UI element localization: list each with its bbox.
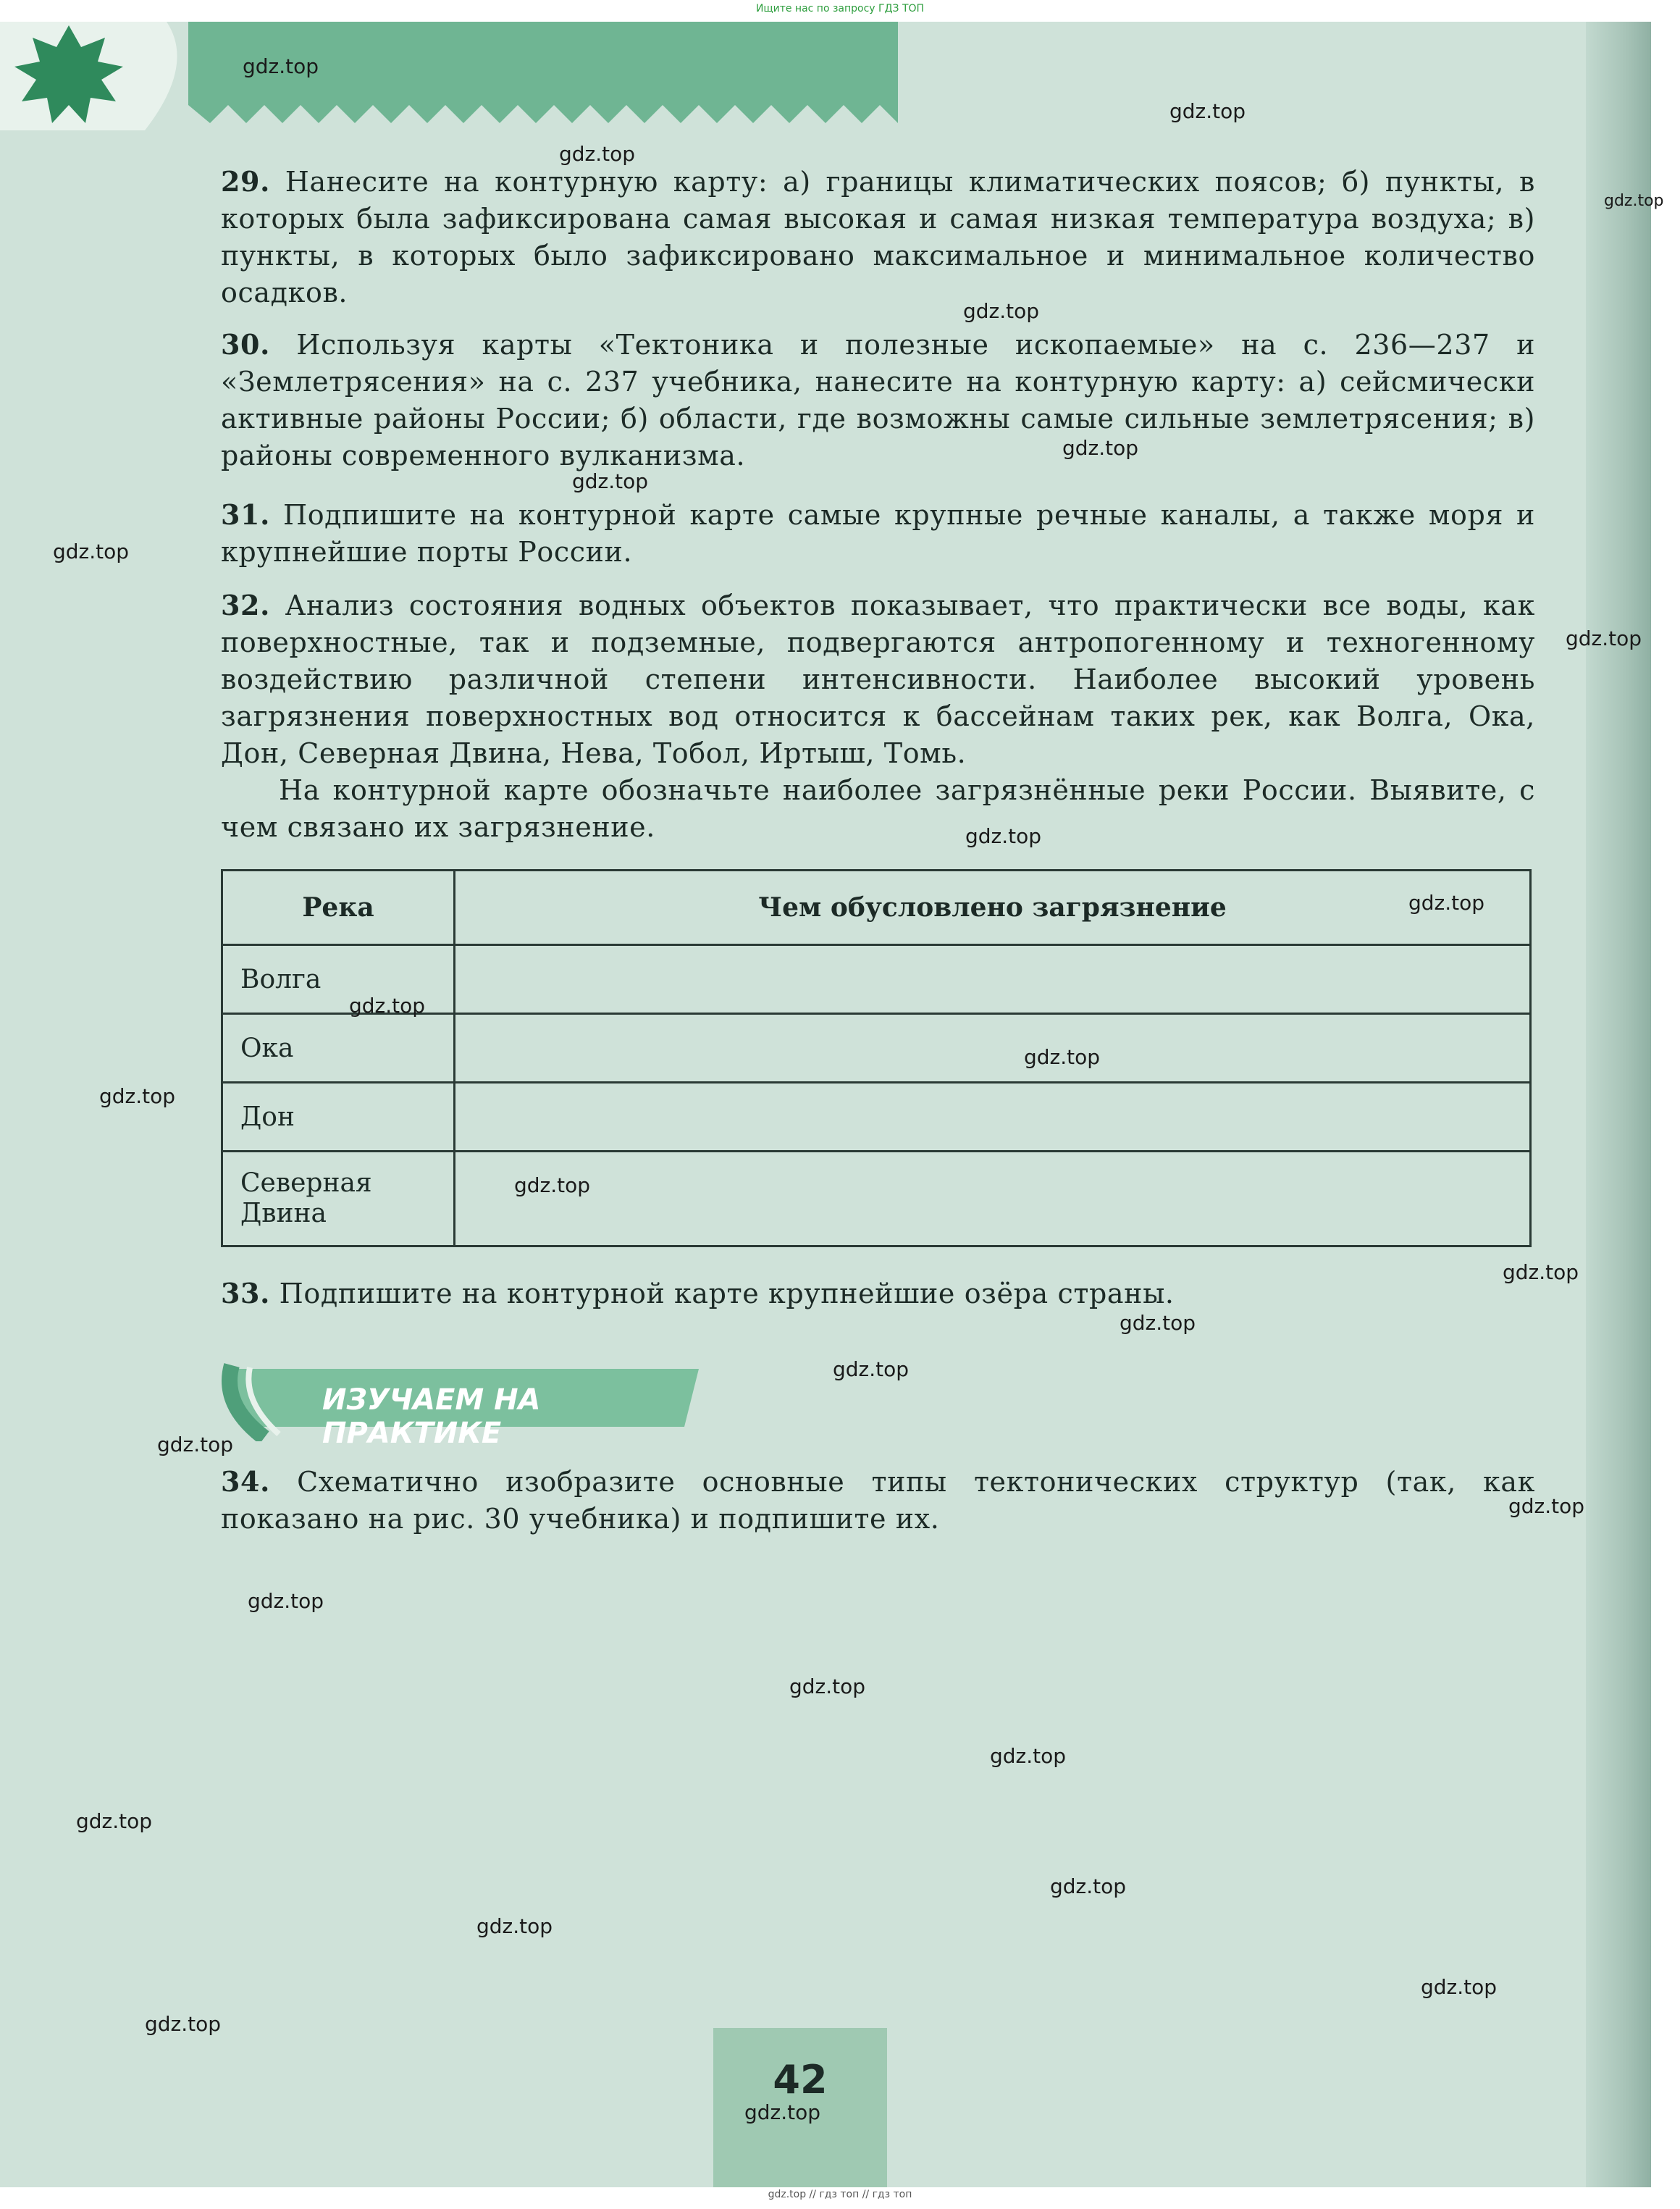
column-header-cause: Чем обусловлено загрязнение	[455, 871, 1531, 945]
table-header-row	[222, 871, 1531, 945]
watermark: gdz.top	[1566, 626, 1642, 650]
exercise-text: Нанесите на контурную карту: а) границы климатических поясов; б) пункты, в которых была зафиксирована самая высокая и самая низкая температура воздуха; в) пункты, в которых было зафиксировано максимальное и минимальное количество осадков.	[221, 166, 1535, 309]
exercise-number: 33.	[221, 1277, 270, 1309]
exercise-number: 34.	[221, 1465, 270, 1498]
exercise-text: Подпишите на контурной карте самые крупные речные каналы, а также моря и крупнейшие порты России.	[221, 499, 1535, 568]
watermark: gdz.top	[990, 1744, 1067, 1768]
watermark: gdz.top	[1120, 1311, 1196, 1335]
cause-cell[interactable]	[455, 1083, 1531, 1152]
watermark: gdz.top	[789, 1674, 866, 1698]
watermark: gdz.top	[559, 142, 636, 166]
exercise-text: Схематично изобразите основные типы тектонических структур (так, как показано на рис. 30 учебника) и подпишите их.	[221, 1466, 1535, 1535]
watermark: gdz.top	[76, 1809, 153, 1833]
column-header-river: Река	[222, 871, 455, 945]
exercise-31	[221, 496, 1535, 571]
top-note: Ищите нас по запросу ГДЗ ТОП	[755, 3, 925, 14]
watermark: gdz.top	[1062, 436, 1139, 460]
cause-cell[interactable]	[455, 1152, 1531, 1246]
river-name: Дон	[222, 1083, 455, 1152]
watermark: gdz.top	[1408, 891, 1485, 915]
exercise-number: 31.	[221, 498, 270, 531]
watermark: gdz.top	[965, 824, 1042, 848]
exercise-number: 30.	[221, 328, 270, 361]
watermark: gdz.top	[1421, 1975, 1498, 1999]
table-row	[222, 1152, 1531, 1246]
cause-cell[interactable]	[455, 945, 1531, 1014]
watermark: gdz.top	[243, 54, 319, 78]
exercise-text: Анализ состояния водных объектов показывает, что практически все воды, как поверхностные, так и подземные, подвергаются антропогенному и техногенному воздействию различной степени интенсивности. Наиболее высокий уровень загрязнения поверхностных вод относится к бассейнам таких рек, как Волга, Ока, Дон, Северная Двина, Нева, Тобол, Иртыш, Томь.	[221, 590, 1535, 769]
watermark: gdz.top	[1508, 1494, 1585, 1518]
watermark: gdz.top	[1024, 1045, 1101, 1069]
practice-label: ИЗУЧАЕМ НА ПРАКТИКЕ	[322, 1383, 541, 1450]
bottom-note: gdz.top // гдз топ // гдз топ	[768, 2189, 912, 2200]
exercise-number: 32.	[221, 589, 270, 621]
watermark: gdz.top	[476, 1914, 553, 1938]
watermark: gdz.top	[1503, 1260, 1579, 1284]
exercise-number: 29.	[221, 165, 270, 198]
watermark: gdz.top	[1169, 99, 1246, 123]
watermark: gdz.top	[572, 469, 649, 493]
exercise-33	[221, 1275, 1535, 1312]
watermark: gdz.top	[145, 2012, 222, 2036]
header-star-icon	[0, 22, 188, 130]
watermark: gdz.top	[53, 540, 130, 563]
exercise-task: На контурной карте обозначьте наиболее загрязнённые реки России. Выявите, с чем связано их загрязнение.	[221, 774, 1535, 843]
watermark: gdz.top	[833, 1357, 910, 1381]
watermark: gdz.top	[1050, 1874, 1127, 1898]
exercise-30	[221, 326, 1535, 474]
watermark: gdz.top	[248, 1589, 324, 1613]
watermark: gdz.top	[744, 2100, 821, 2124]
pollution-table	[221, 869, 1532, 1247]
table-row	[222, 1014, 1531, 1083]
watermark: gdz.top	[514, 1173, 591, 1197]
exercise-text: Используя карты «Тектоника и полезные ископаемые» на с. 236—237 и «Землетрясения» на с. 237 учебника, нанесите на контурную карту: а) сейсмически активные районы России; б) области, где возможны самые сильные землетрясения; в) районы современного вулканизма.	[221, 329, 1535, 471]
river-name: Ока	[222, 1014, 455, 1083]
exercise-29	[221, 163, 1535, 311]
cause-cell[interactable]	[455, 1014, 1531, 1083]
exercise-text: Подпишите на контурной карте крупнейшие озёра страны.	[279, 1278, 1175, 1309]
exercise-32	[221, 587, 1535, 846]
watermark: gdz.top	[99, 1084, 176, 1108]
page-edge-shadow	[1586, 22, 1651, 2187]
practice-banner	[221, 1362, 699, 1450]
exercise-34	[221, 1463, 1535, 1538]
watermark: gdz.top	[963, 299, 1040, 323]
table-row	[222, 1083, 1531, 1152]
river-name: Волга	[222, 945, 455, 1014]
watermark: gdz.top	[1604, 192, 1664, 210]
river-name: Северная Двина	[222, 1152, 455, 1246]
watermark: gdz.top	[349, 994, 426, 1018]
textbook-page	[0, 22, 1651, 2187]
page-number: 42	[773, 2057, 828, 2103]
watermark: gdz.top	[157, 1433, 234, 1456]
